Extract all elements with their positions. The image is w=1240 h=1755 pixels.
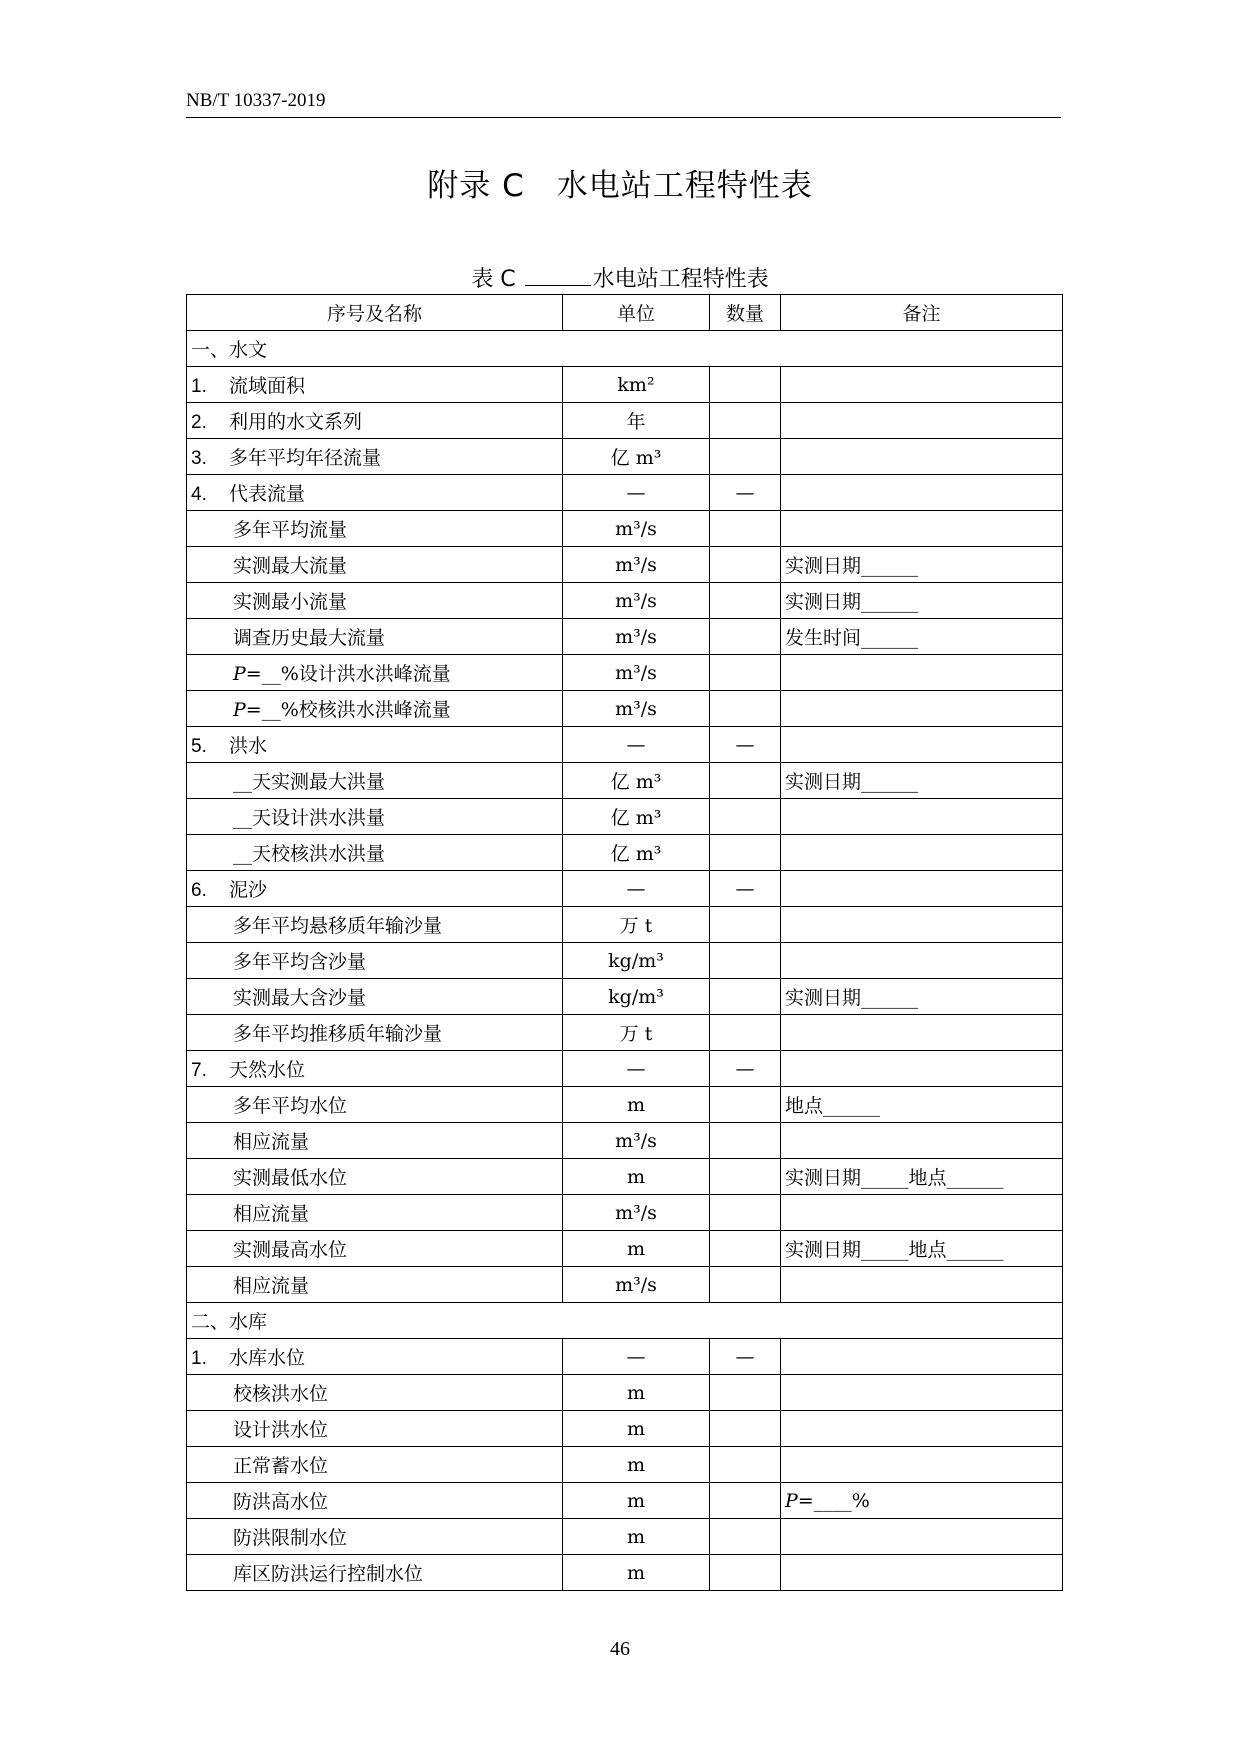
col-header-unit: 单位 (563, 295, 710, 331)
table-row (187, 1555, 1063, 1591)
item-name-cell (187, 1447, 563, 1483)
quantity-cell (710, 619, 781, 655)
item-name: 实测最大含沙量 (233, 987, 367, 1009)
quantity-cell (710, 403, 781, 439)
table-row (187, 511, 1063, 547)
item-name-cell (187, 403, 563, 439)
quantity-cell (710, 1015, 781, 1051)
quantity-cell (710, 439, 781, 475)
section-row (187, 331, 1063, 367)
col-header-quantity: 数量 (710, 295, 781, 331)
table-row (187, 691, 1063, 727)
page-number: 46 (610, 1638, 630, 1660)
quantity-cell (710, 1195, 781, 1231)
quantity-cell (710, 763, 781, 799)
item-name-cell (187, 367, 563, 403)
quantity-cell (710, 907, 781, 943)
unit-cell: m³/s (563, 619, 710, 655)
remarks-cell (781, 835, 1063, 871)
running-header (186, 90, 1061, 118)
item-name-cell (187, 907, 563, 943)
unit-cell: — (563, 871, 710, 907)
item-number: 1. (191, 1348, 207, 1369)
unit-cell: m (563, 1375, 710, 1411)
table-row (187, 1267, 1063, 1303)
quantity-cell (710, 1555, 781, 1591)
quantity-cell (710, 943, 781, 979)
table-row (187, 907, 1063, 943)
appendix-title: 附录 C 水电站工程特性表 (427, 168, 813, 204)
quantity-cell (710, 1087, 781, 1123)
unit-cell: m (563, 1483, 710, 1519)
item-name-cell (187, 583, 563, 619)
table-row (187, 1339, 1063, 1375)
item-number: 7. (191, 1060, 207, 1081)
doc-code: NB/T 10337-2019 (186, 90, 326, 111)
table-row (187, 403, 1063, 439)
item-name-cell (187, 979, 563, 1015)
item-name: 正常蓄水位 (233, 1455, 329, 1477)
table-row (187, 943, 1063, 979)
item-number: 4. (191, 484, 207, 505)
unit-cell: 亿 m³ (563, 763, 710, 799)
unit-cell: m³/s (563, 691, 710, 727)
item-name: __天校核洪水洪量 (233, 843, 386, 865)
quantity-cell: — (710, 1339, 781, 1375)
table-caption-suffix: 水电站工程特性表 (592, 267, 769, 292)
item-name: 防洪高水位 (233, 1491, 329, 1513)
quantity-cell (710, 979, 781, 1015)
remarks-cell (781, 1339, 1063, 1375)
quantity-cell: — (710, 475, 781, 511)
item-name-cell (187, 1267, 563, 1303)
item-name: 水库水位 (229, 1347, 306, 1369)
remarks-cell (781, 943, 1063, 979)
item-name: 相应流量 (233, 1275, 310, 1297)
unit-cell: 万 t (563, 1015, 710, 1051)
quantity-cell (710, 691, 781, 727)
item-name-cell (187, 1015, 563, 1051)
remarks-cell: 实测日期______ (781, 763, 1063, 799)
item-name-cell (187, 1087, 563, 1123)
table-row (187, 871, 1063, 907)
item-name: 天然水位 (229, 1059, 306, 1081)
unit-cell: km² (563, 367, 710, 403)
item-name-cell (187, 547, 563, 583)
item-name: 相应流量 (233, 1203, 310, 1225)
item-name-cell (187, 1519, 563, 1555)
item-name-cell (187, 1195, 563, 1231)
item-name: 设计洪水位 (233, 1419, 329, 1441)
remarks-cell (781, 1375, 1063, 1411)
table-row (187, 979, 1063, 1015)
table-row (187, 1231, 1063, 1267)
table-row (187, 547, 1063, 583)
table-row (187, 1483, 1063, 1519)
unit-cell: m³/s (563, 547, 710, 583)
table-row (187, 1519, 1063, 1555)
remarks-cell (781, 403, 1063, 439)
table-row (187, 475, 1063, 511)
col-header-remarks: 备注 (781, 295, 1063, 331)
table-caption (0, 262, 1240, 293)
remarks-cell (781, 1015, 1063, 1051)
item-name-cell (187, 1555, 563, 1591)
remarks-cell: 实测日期______ (781, 547, 1063, 583)
remarks-cell (781, 727, 1063, 763)
unit-cell: m (563, 1555, 710, 1591)
item-name: 泥沙 (229, 879, 268, 901)
quantity-cell (710, 835, 781, 871)
remarks-cell: 发生时间______ (781, 619, 1063, 655)
item-name-cell (187, 943, 563, 979)
unit-cell: m³/s (563, 655, 710, 691)
remarks-cell: 实测日期_____地点______ (781, 1231, 1063, 1267)
remarks-cell (781, 655, 1063, 691)
item-name-cell (187, 511, 563, 547)
quantity-cell: — (710, 1051, 781, 1087)
quantity-cell (710, 1231, 781, 1267)
remarks-cell: 实测日期______ (781, 979, 1063, 1015)
remarks-cell (781, 1195, 1063, 1231)
item-name: 调查历史最大流量 (233, 627, 386, 649)
unit-cell: — (563, 1051, 710, 1087)
table-caption-prefix: 表 C (471, 267, 516, 292)
table-row (187, 763, 1063, 799)
item-name: 实测最低水位 (233, 1167, 348, 1189)
item-name: 校核洪水位 (233, 1383, 329, 1405)
section-row (187, 1303, 1063, 1339)
remarks-cell (781, 475, 1063, 511)
table-row (187, 1195, 1063, 1231)
item-name-cell (187, 799, 563, 835)
unit-cell: 万 t (563, 907, 710, 943)
table-row (187, 1123, 1063, 1159)
unit-cell: m (563, 1519, 710, 1555)
table-row (187, 1411, 1063, 1447)
item-number: 6. (191, 880, 207, 901)
item-name: 实测最大流量 (233, 555, 348, 577)
item-name-cell (187, 475, 563, 511)
unit-cell: m (563, 1411, 710, 1447)
quantity-cell: — (710, 727, 781, 763)
table-row (187, 1087, 1063, 1123)
quantity-cell (710, 1123, 781, 1159)
table-row (187, 727, 1063, 763)
table-row (187, 835, 1063, 871)
item-name-cell (187, 871, 563, 907)
quantity-cell (710, 1267, 781, 1303)
item-name: 利用的水文系列 (229, 411, 363, 433)
table-row (187, 1447, 1063, 1483)
unit-cell: m³/s (563, 1123, 710, 1159)
item-name: 洪水 (229, 735, 268, 757)
remarks-cell (781, 871, 1063, 907)
table-row (187, 655, 1063, 691)
item-name: 多年平均流量 (233, 519, 348, 541)
unit-cell: m³/s (563, 1267, 710, 1303)
remarks-cell: P=____% (781, 1483, 1063, 1519)
item-name: 多年平均含沙量 (233, 951, 367, 973)
table-row (187, 1375, 1063, 1411)
quantity-cell (710, 583, 781, 619)
quantity-cell (710, 655, 781, 691)
unit-cell: — (563, 1339, 710, 1375)
item-name: __天设计洪水洪量 (233, 807, 386, 829)
item-name: 相应流量 (233, 1131, 310, 1153)
table-row (187, 367, 1063, 403)
unit-cell: m³/s (563, 1195, 710, 1231)
item-name-cell (187, 1159, 563, 1195)
item-name-cell (187, 1051, 563, 1087)
item-name-cell (187, 1483, 563, 1519)
item-name-cell (187, 655, 563, 691)
remarks-cell: 实测日期_____地点______ (781, 1159, 1063, 1195)
col-header-name: 序号及名称 (187, 295, 563, 331)
table-row (187, 619, 1063, 655)
quantity-cell (710, 547, 781, 583)
unit-cell: m (563, 1087, 710, 1123)
unit-cell: m³/s (563, 511, 710, 547)
unit-cell: m (563, 1159, 710, 1195)
quantity-cell (710, 1447, 781, 1483)
item-name-cell (187, 619, 563, 655)
unit-cell: kg/m³ (563, 979, 710, 1015)
item-name: 流域面积 (229, 375, 306, 397)
remarks-cell: 实测日期______ (781, 583, 1063, 619)
item-name: 多年平均推移质年输沙量 (233, 1023, 443, 1045)
item-name: __天实测最大洪量 (233, 771, 386, 793)
item-name: 库区防洪运行控制水位 (233, 1563, 424, 1585)
remarks-cell (781, 1123, 1063, 1159)
remarks-cell (781, 1411, 1063, 1447)
item-name-cell (187, 691, 563, 727)
item-number: 3. (191, 448, 207, 469)
quantity-cell (710, 1483, 781, 1519)
item-name: 防洪限制水位 (233, 1527, 348, 1549)
remarks-cell (781, 439, 1063, 475)
item-name: P=__%设计洪水洪峰流量 (233, 663, 451, 685)
unit-cell: 亿 m³ (563, 439, 710, 475)
quantity-cell (710, 1159, 781, 1195)
remarks-cell (781, 1267, 1063, 1303)
section-heading: 一、水文 (187, 331, 1063, 367)
item-name: 代表流量 (229, 483, 306, 505)
quantity-cell (710, 799, 781, 835)
unit-cell: 年 (563, 403, 710, 439)
item-name-cell (187, 727, 563, 763)
item-name-cell (187, 1339, 563, 1375)
quantity-cell (710, 1519, 781, 1555)
remarks-cell (781, 691, 1063, 727)
remarks-cell (781, 367, 1063, 403)
table-row (187, 583, 1063, 619)
item-name-cell (187, 1231, 563, 1267)
item-name-cell (187, 439, 563, 475)
quantity-cell (710, 1375, 781, 1411)
unit-cell: kg/m³ (563, 943, 710, 979)
remarks-cell (781, 1519, 1063, 1555)
table-row (187, 439, 1063, 475)
characteristics-table (186, 294, 1063, 1591)
unit-cell: m³/s (563, 583, 710, 619)
item-name-cell (187, 763, 563, 799)
remarks-cell (781, 1447, 1063, 1483)
unit-cell: 亿 m³ (563, 835, 710, 871)
unit-cell: — (563, 475, 710, 511)
unit-cell: — (563, 727, 710, 763)
item-name-cell (187, 1375, 563, 1411)
remarks-cell (781, 511, 1063, 547)
section-heading: 二、水库 (187, 1303, 1063, 1339)
unit-cell: 亿 m³ (563, 799, 710, 835)
item-name-cell (187, 1123, 563, 1159)
quantity-cell: — (710, 871, 781, 907)
item-number: 5. (191, 736, 207, 757)
table-row (187, 1015, 1063, 1051)
remarks-cell (781, 1555, 1063, 1591)
remarks-cell (781, 907, 1063, 943)
remarks-cell: 地点______ (781, 1087, 1063, 1123)
table-header-row (187, 295, 1063, 331)
item-name: 实测最高水位 (233, 1239, 348, 1261)
item-name: 多年平均水位 (233, 1095, 348, 1117)
quantity-cell (710, 367, 781, 403)
item-name-cell (187, 1411, 563, 1447)
unit-cell: m (563, 1447, 710, 1483)
item-name: 实测最小流量 (233, 591, 348, 613)
item-name: 多年平均悬移质年输沙量 (233, 915, 443, 937)
table-row (187, 1159, 1063, 1195)
table-row (187, 799, 1063, 835)
quantity-cell (710, 511, 781, 547)
table-row (187, 1051, 1063, 1087)
item-name-cell (187, 835, 563, 871)
caption-blank (525, 267, 591, 286)
item-name: 多年平均年径流量 (229, 447, 382, 469)
remarks-cell (781, 1051, 1063, 1087)
remarks-cell (781, 799, 1063, 835)
table-body (187, 331, 1063, 1591)
item-number: 1. (191, 376, 207, 397)
item-name: P=__%校核洪水洪峰流量 (233, 699, 451, 721)
item-number: 2. (191, 412, 207, 433)
unit-cell: m (563, 1231, 710, 1267)
quantity-cell (710, 1411, 781, 1447)
